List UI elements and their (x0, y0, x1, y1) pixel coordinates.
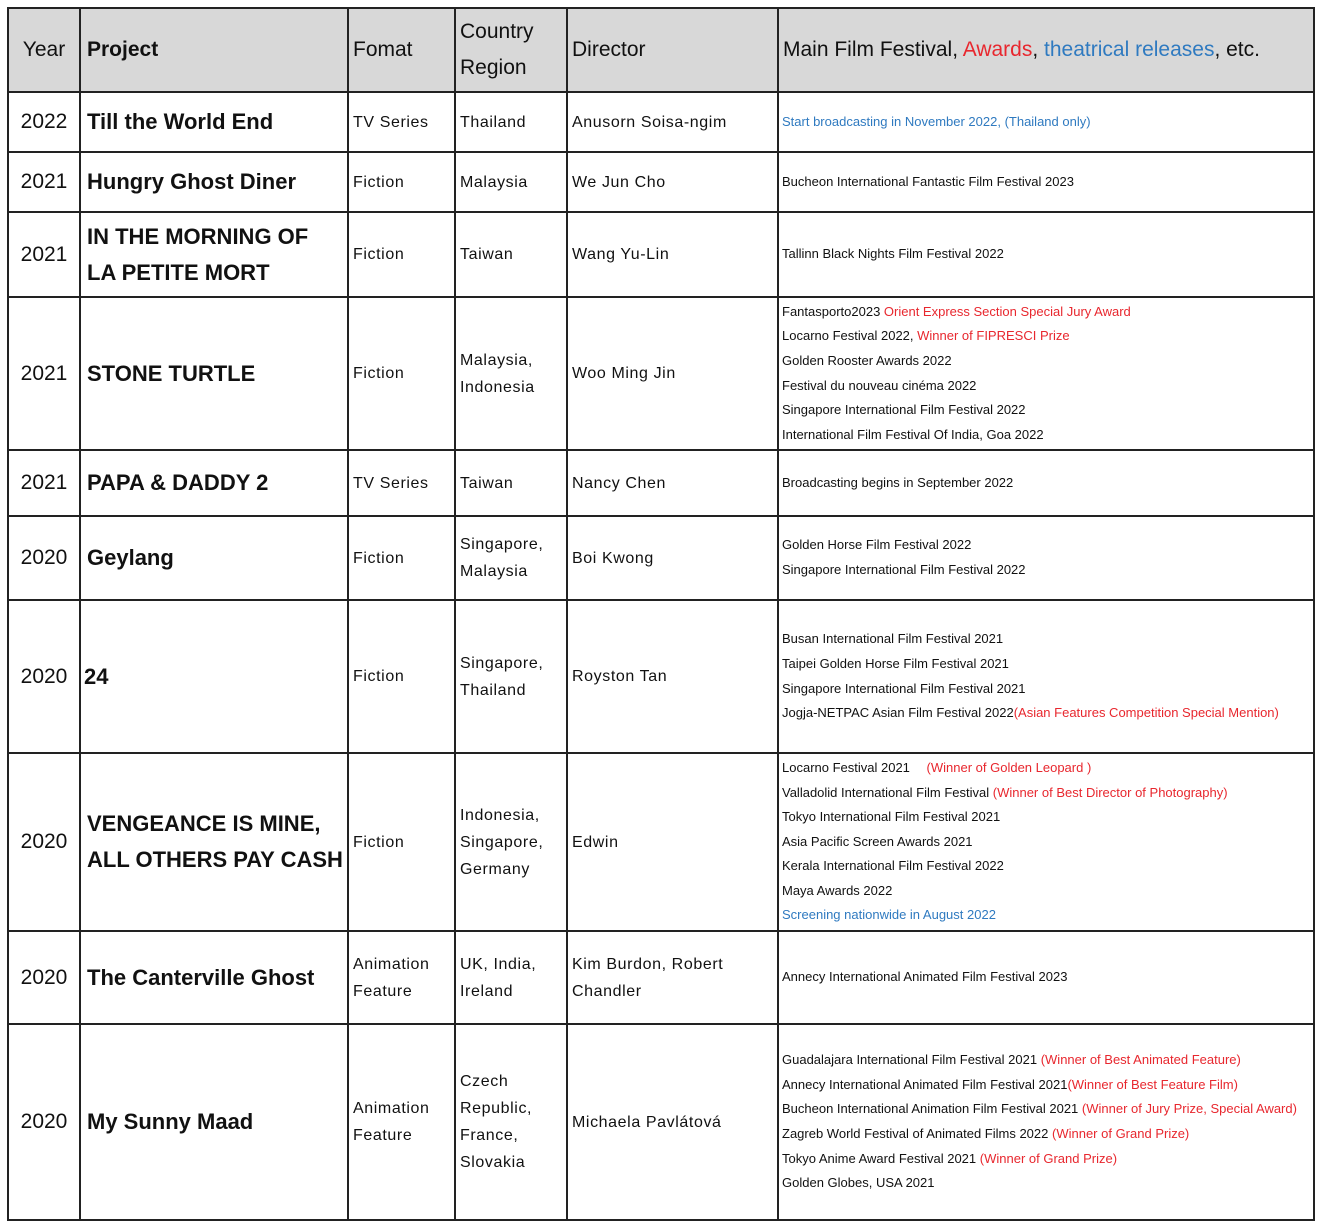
format-cell: Animation Feature (348, 1024, 455, 1220)
festival-name: Fantasporto2023 (782, 303, 884, 319)
country-cell: Czech Republic, France, Slovakia (455, 1024, 567, 1220)
table-row (8, 212, 1314, 297)
format-cell: Fiction (348, 212, 455, 297)
festival-entry (782, 965, 1309, 990)
festival-name: Tallinn Black Nights Film Festival 2022 (782, 246, 1004, 262)
director-cell: Kim Burdon, Robert Chandler (567, 931, 778, 1024)
festival-name: Screening nationwide in August 2022 (782, 907, 996, 923)
festival-name: Locarno Festival 2021 (782, 759, 927, 775)
festival-name: Bucheon International Fantastic Film Festival 2023 (782, 173, 1074, 189)
film-projects-table (7, 7, 1315, 1221)
format-cell: Fiction (348, 516, 455, 600)
festival-name: Start broadcasting in November 2022, (Thailand only) (782, 113, 1091, 129)
festival-entry (782, 1048, 1309, 1073)
festival-name: Broadcasting begins in September 2022 (782, 474, 1014, 490)
festival-name: International Film Festival Of India, Goa 2022 (782, 426, 1044, 442)
festival-entry (782, 903, 1309, 928)
header-festival-prefix: Main Film Festival, (783, 38, 963, 61)
festival-entry (782, 533, 1309, 558)
festival-cell (778, 931, 1314, 1024)
festival-name: Annecy International Animated Film Festival 2021 (782, 1076, 1068, 1092)
festival-entry (782, 652, 1309, 677)
festival-entry (782, 1097, 1309, 1122)
header-year: Year (8, 8, 80, 92)
festival-name: Locarno Festival 2022, (782, 328, 918, 344)
award-note: Orient Express Section Special Jury Award (883, 303, 1131, 319)
festival-entry (782, 781, 1309, 806)
festival-name: Annecy International Animated Film Festival 2023 (782, 969, 1068, 985)
project-title: Geylang (80, 516, 348, 600)
country-cell: Malaysia, Indonesia (455, 297, 567, 450)
festival-entry (782, 300, 1309, 325)
table-body (8, 92, 1314, 1220)
header-director: Director (567, 8, 778, 92)
festival-name: Valladolid International Film Festival (782, 784, 993, 800)
festival-name: Busan International Film Festival 2021 (782, 631, 1004, 647)
festival-cell (778, 297, 1314, 450)
header-format: Fomat (348, 8, 455, 92)
festival-name: Golden Horse Film Festival 2022 (782, 537, 972, 553)
festival-cell (778, 600, 1314, 753)
festival-entry (782, 398, 1309, 423)
award-note: (Winner of Golden Leopard ) (926, 759, 1092, 775)
festival-entry (782, 1122, 1309, 1147)
director-cell: Woo Ming Jin (567, 297, 778, 450)
festival-name: Bucheon International Animation Film Festival 2021 (782, 1101, 1082, 1117)
table-row (8, 297, 1314, 450)
year-cell: 2022 (8, 92, 80, 152)
festival-entry (782, 830, 1309, 855)
festival-entry (782, 805, 1309, 830)
director-cell: Michaela Pavlátová (567, 1024, 778, 1220)
project-title: My Sunny Maad (80, 1024, 348, 1220)
project-title: IN THE MORNING OF LA PETITE MORT (80, 212, 348, 297)
header-country: Country Region (455, 8, 567, 92)
project-title: STONE TURTLE (80, 297, 348, 450)
table-row (8, 931, 1314, 1024)
festival-entry (782, 349, 1309, 374)
format-cell: TV Series (348, 92, 455, 152)
year-cell: 2020 (8, 600, 80, 753)
country-cell: Indonesia, Singapore, Germany (455, 753, 567, 931)
table-row (8, 516, 1314, 600)
format-cell: Fiction (348, 297, 455, 450)
year-cell: 2020 (8, 516, 80, 600)
festival-name: Kerala International Film Festival 2022 (782, 858, 1004, 874)
format-cell: Fiction (348, 152, 455, 212)
header-festival-suffix: , etc. (1214, 38, 1260, 61)
country-cell: Thailand (455, 92, 567, 152)
header-festival-releases: theatrical releases (1044, 38, 1215, 61)
festival-entry (782, 1171, 1309, 1196)
director-cell: Boi Kwong (567, 516, 778, 600)
director-cell: Wang Yu-Lin (567, 212, 778, 297)
festival-name: Singapore International Film Festival 2022 (782, 402, 1026, 418)
country-cell: Singapore, Malaysia (455, 516, 567, 600)
festival-name: Singapore International Film Festival 2021 (782, 680, 1026, 696)
festival-cell (778, 152, 1314, 212)
award-note: (Asian Features Competition Special Mention) (1013, 705, 1279, 721)
festival-name: Golden Rooster Awards 2022 (782, 352, 952, 368)
year-cell: 2021 (8, 152, 80, 212)
table-header-row (8, 8, 1314, 92)
award-note: Winner of FIPRESCI Prize (917, 328, 1070, 344)
festival-cell (778, 753, 1314, 931)
table-row (8, 152, 1314, 212)
year-cell: 2020 (8, 1024, 80, 1220)
director-cell: Edwin (567, 753, 778, 931)
festival-cell (778, 1024, 1314, 1220)
festival-entry (782, 242, 1309, 267)
table-row (8, 92, 1314, 152)
header-festival-sep: , (1032, 38, 1045, 61)
country-cell: Taiwan (455, 450, 567, 516)
country-cell: Malaysia (455, 152, 567, 212)
festival-entry (782, 471, 1309, 496)
year-cell: 2020 (8, 931, 80, 1024)
festival-entry (782, 854, 1309, 879)
table-row (8, 450, 1314, 516)
festival-name: Festival du nouveau cinéma 2022 (782, 377, 977, 393)
table-row (8, 753, 1314, 931)
festival-entry (782, 1073, 1309, 1098)
festival-name: Asia Pacific Screen Awards 2021 (782, 833, 973, 849)
festival-entry (782, 324, 1309, 349)
festival-cell (778, 516, 1314, 600)
festival-name: Singapore International Film Festival 2022 (782, 562, 1026, 577)
format-cell: Animation Feature (348, 931, 455, 1024)
festival-entry (782, 1147, 1309, 1172)
award-note: (Winner of Best Animated Feature) (1040, 1052, 1241, 1068)
festival-name: Golden Globes, USA 2021 (782, 1175, 935, 1191)
table-row (8, 1024, 1314, 1220)
festival-name: Tokyo Anime Award Festival 2021 (782, 1150, 980, 1166)
project-title: Hungry Ghost Diner (80, 152, 348, 212)
festival-entry (782, 677, 1309, 702)
country-cell: Singapore, Thailand (455, 600, 567, 753)
year-cell: 2021 (8, 450, 80, 516)
year-cell: 2021 (8, 212, 80, 297)
award-note: (Winner of Best Director of Photography) (992, 784, 1228, 800)
festival-cell (778, 92, 1314, 152)
festival-entry (782, 558, 1309, 583)
festival-name: Maya Awards 2022 (782, 882, 893, 898)
festival-name: Tokyo International Film Festival 2021 (782, 809, 1001, 825)
format-cell: Fiction (348, 600, 455, 753)
festival-cell (778, 450, 1314, 516)
festival-entry (782, 374, 1309, 399)
festival-entry (782, 170, 1309, 195)
award-note: (Winner of Best Feature Film) (1067, 1076, 1238, 1092)
festival-name: Jogja-NETPAC Asian Film Festival 2022 (782, 705, 1014, 721)
year-cell: 2020 (8, 753, 80, 931)
festival-entry (782, 756, 1309, 781)
header-festival (778, 8, 1314, 92)
format-cell: TV Series (348, 450, 455, 516)
award-note: (Winner of Grand Prize) (979, 1150, 1118, 1166)
country-cell: Taiwan (455, 212, 567, 297)
project-title: VENGEANCE IS MINE, ALL OTHERS PAY CASH (80, 753, 348, 931)
director-cell: We Jun Cho (567, 152, 778, 212)
project-title: The Canterville Ghost (80, 931, 348, 1024)
festival-entry (782, 701, 1309, 726)
header-project: Project (80, 8, 348, 92)
director-cell: Royston Tan (567, 600, 778, 753)
director-cell: Nancy Chen (567, 450, 778, 516)
festival-name: Guadalajara International Film Festival 2021 (782, 1052, 1041, 1068)
festival-entry (782, 879, 1309, 904)
project-title: PAPA & DADDY 2 (80, 450, 348, 516)
festival-name: Taipei Golden Horse Film Festival 2021 (782, 655, 1009, 671)
festival-name: Zagreb World Festival of Animated Films 2022 (782, 1126, 1052, 1141)
project-title: 24 (80, 600, 348, 753)
director-cell: Anusorn Soisa-ngim (567, 92, 778, 152)
header-festival-awards: Awards (962, 38, 1033, 61)
festival-entry (782, 110, 1309, 135)
project-title: Till the World End (80, 92, 348, 152)
year-cell: 2021 (8, 297, 80, 450)
country-cell: UK, India, Ireland (455, 931, 567, 1024)
award-note: (Winner of Jury Prize, Special Award) (1081, 1101, 1297, 1117)
festival-entry (782, 423, 1309, 448)
festival-cell (778, 212, 1314, 297)
format-cell: Fiction (348, 753, 455, 931)
festival-entry (782, 627, 1309, 652)
table-row (8, 600, 1314, 753)
award-note: (Winner of Grand Prize) (1052, 1126, 1190, 1141)
